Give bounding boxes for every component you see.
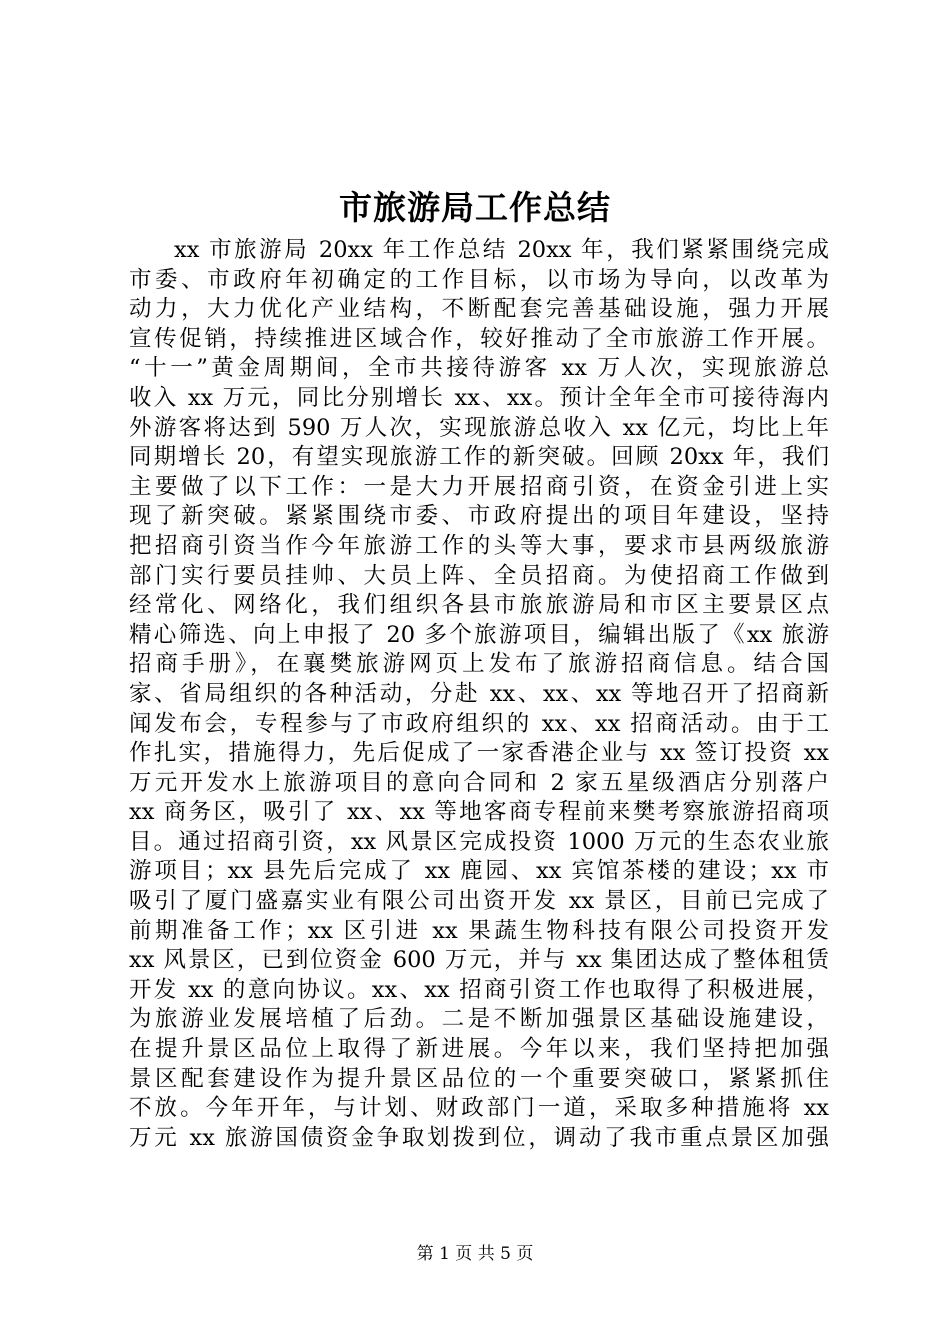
page-number-footer: 第 1 页 共 5 页 [416,1244,534,1264]
body-line: 作扎实，措施得力，先后促成了一家香港企业与 xx 签订投资 xx [129,740,829,767]
body-line: 动力，大力优化产业结构，不断配套完善基础设施，强力开展 [129,296,829,323]
body-line: xx 商务区，吸引了 xx、xx 等地客商专程前来樊考察旅游招商项 [129,799,829,826]
body-line: 招商手册》，在襄樊旅游网页上发布了旅游招商信息。结合国 [129,651,829,678]
body-line: 现了新突破。紧紧围绕市委、市政府提出的项目年建设，坚持 [129,503,829,530]
body-line: 经常化、网络化，我们组织各县市旅旅游局和市区主要景区点 [129,592,829,619]
body-line: 不放。今年开年，与计划、财政部门一道，采取多种措施将 xx [129,1095,829,1122]
body-line: 同期增长 20，有望实现旅游工作的新突破。回顾 20xx 年，我们 [129,444,829,471]
body-line: 在提升景区品位上取得了新进展。今年以来，我们坚持把加强 [129,1036,829,1063]
body-line: 部门实行要员挂帅、大员上阵、全员招商。为使招商工作做到 [129,562,829,589]
body-line: 闻发布会，专程参与了市政府组织的 xx、xx 招商活动。由于工 [129,710,829,737]
body-line: 万元开发水上旅游项目的意向合同和 2 家五星级酒店分别落户 [129,769,829,796]
body-line: 家、省局组织的各种活动，分赴 xx、xx、xx 等地召开了招商新 [129,680,829,707]
body-line: 把招商引资当作今年旅游工作的头等大事，要求市县两级旅游 [129,532,829,559]
body-line: 为旅游业发展培植了后劲。二是不断加强景区基础设施建设， [129,1006,829,1033]
body-line: 万元 xx 旅游国债资金争取划拨到位，调动了我市重点景区加强 [129,1124,829,1151]
body-line: 外游客将达到 590 万人次，实现旅游总收入 xx 亿元，均比上年 [129,414,829,441]
body-line: 收入 xx 万元，同比分别增长 xx、xx。预计全年全市可接待海内 [129,384,829,411]
body-line: 吸引了厦门盛嘉实业有限公司出资开发 xx 景区，目前已完成了 [129,888,829,915]
body-line: “十一”黄金周期间，全市共接待游客 xx 万人次，实现旅游总 [129,355,829,382]
document-body [129,236,829,1186]
body-line: 景区配套建设作为提升景区品位的一个重要突破口，紧紧抓住 [129,1065,829,1092]
body-line: xx 市旅游局 20xx 年工作总结 20xx 年，我们紧紧围绕完成 [174,237,829,263]
body-line: 游项目；xx 县先后完成了 xx 鹿园、xx 宾馆茶楼的建设；xx 市 [129,858,829,885]
body-line: 目。通过招商引资，xx 风景区完成投资 1000 万元的生态农业旅 [129,828,829,855]
body-line: 开发 xx 的意向协议。xx、xx 招商引资工作也取得了积极进展， [129,976,829,1003]
document-title: 市旅游局工作总结 [339,188,611,227]
body-line: 精心筛选、向上申报了 20 多个旅游项目，编辑出版了《xx 旅游 [129,621,829,648]
body-line: 宣传促销，持续推进区域合作，较好推动了全市旅游工作开展。 [129,325,829,352]
body-line: 主要做了以下工作：一是大力开展招商引资，在资金引进上实 [129,473,829,500]
body-line: 前期准备工作；xx 区引进 xx 果蔬生物科技有限公司投资开发 [129,917,829,944]
body-line: 市委、市政府年初确定的工作目标，以市场为导向，以改革为 [129,266,829,293]
body-line: xx 风景区，已到位资金 600 万元，并与 xx 集团达成了整体租赁 [129,947,829,974]
